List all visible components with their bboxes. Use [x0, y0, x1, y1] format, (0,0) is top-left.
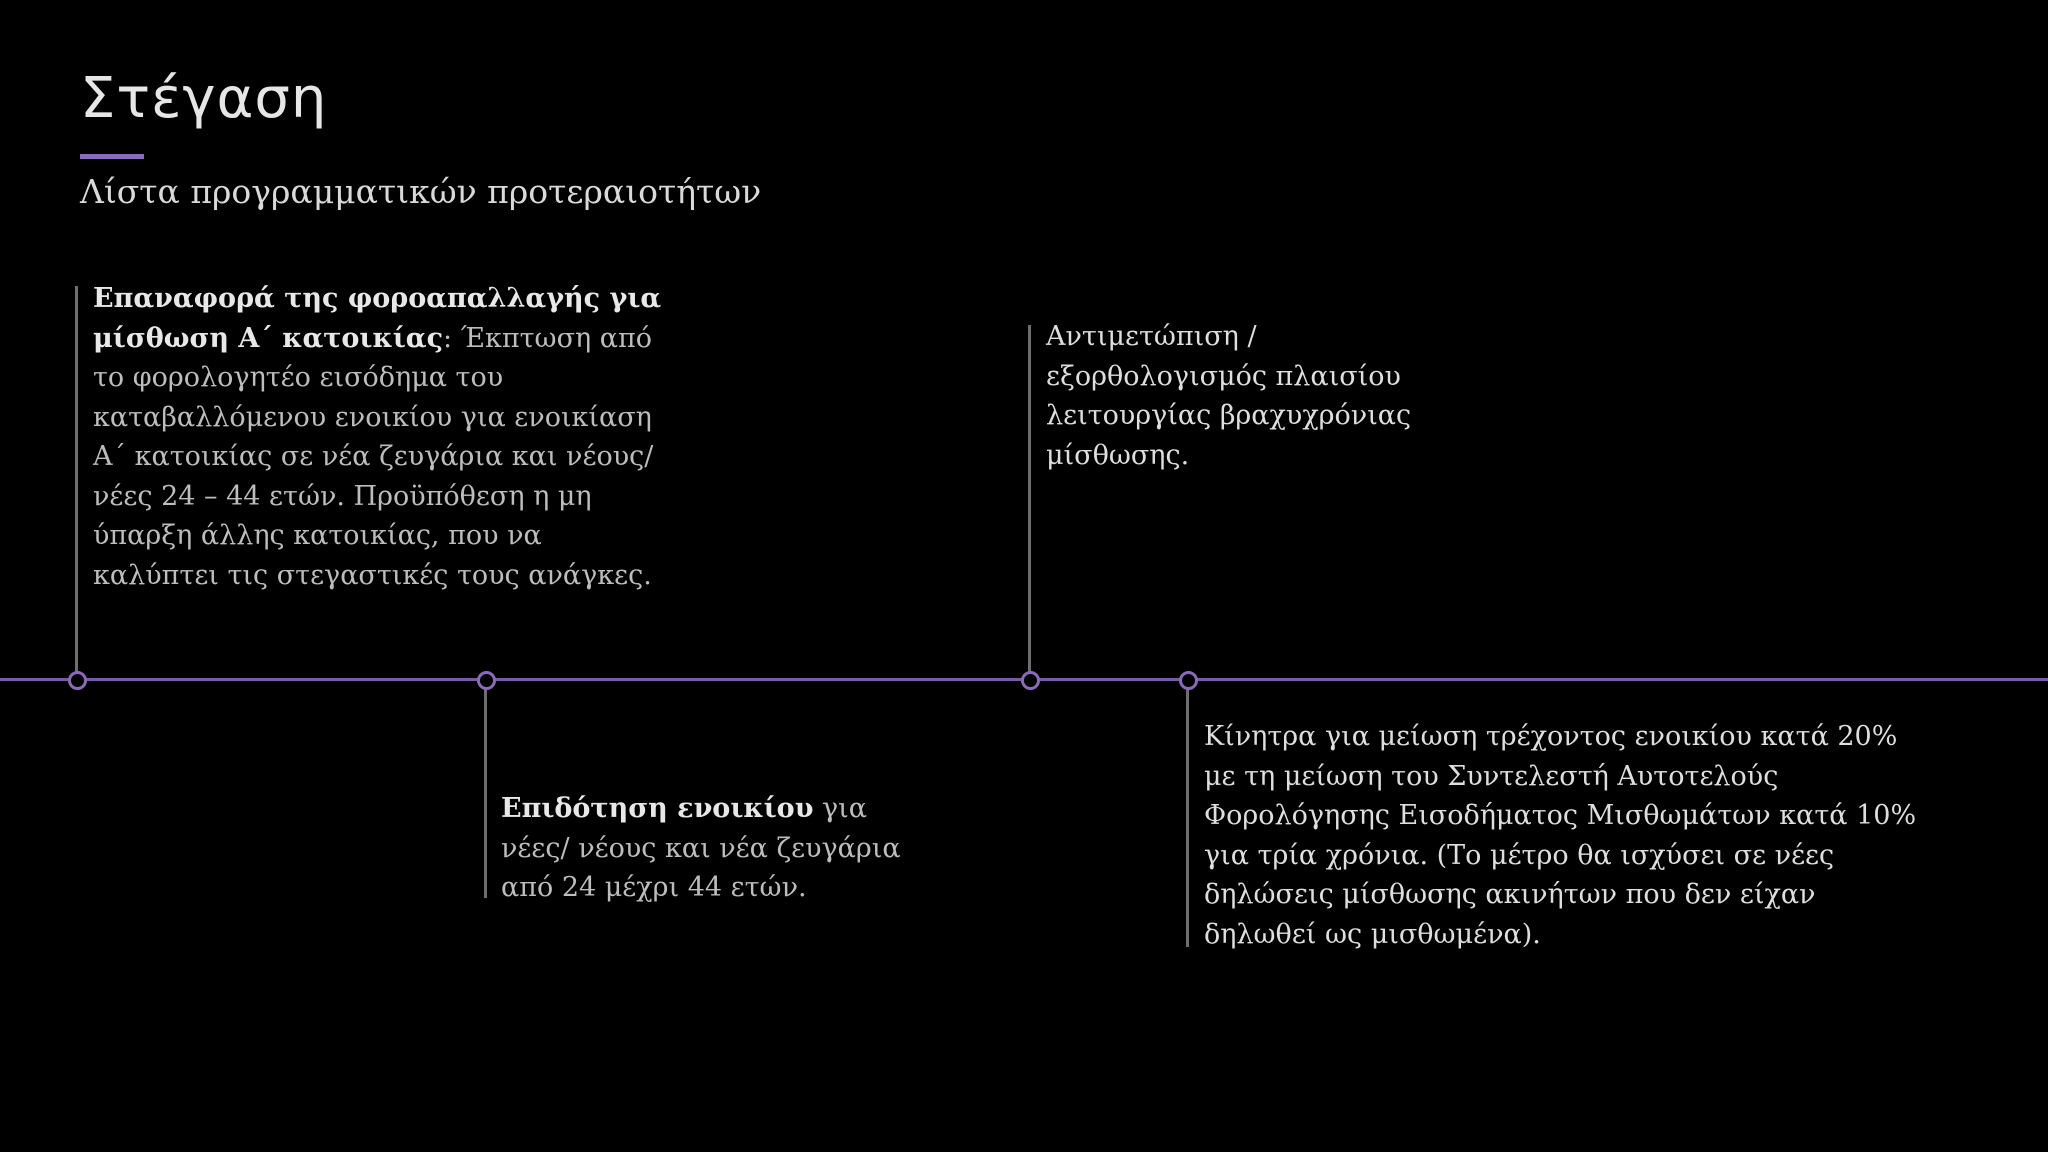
timeline-item-1-title: Επαναφορά της φοροαπαλλαγής για μίσθωση Α΄ κατοικίας — [93, 283, 662, 354]
timeline-item-3-text: Αντιμετώπιση / εξορθολογισμός πλαισίου λειτουργίας βραχυχρόνιας μίσθωσης. — [1046, 321, 1412, 471]
timeline-stem-2 — [484, 680, 487, 898]
timeline-node-2 — [477, 671, 496, 690]
timeline-item-4 — [1204, 717, 1924, 954]
title-accent-bar — [80, 154, 144, 159]
timeline-stem-3 — [1028, 325, 1031, 680]
timeline-item-2 — [501, 789, 941, 908]
timeline-item-2-text: για νέες/ νέους και νέα ζευγάρια από 24 μέχρι 44 ετών. — [501, 793, 901, 903]
timeline-item-3 — [1046, 317, 1416, 475]
timeline-item-1 — [93, 279, 673, 595]
timeline-node-1 — [68, 671, 87, 690]
timeline-node-4 — [1179, 671, 1198, 690]
page-subtitle: Λίστα προγραμματικών προτεραιοτήτων — [80, 172, 762, 211]
timeline-item-4-text: Κίνητρα για μείωση τρέχοντος ενοικίου κατά 20% με τη μείωση του Συντελεστή Αυτοτελούς Φορολόγησης Εισοδήματος Μισθωμάτων κατά 10% για τρία χρόνια. (Το μέτρο θα ισχύσει σε νέες δηλώσεις μίσθωσης ακινήτων που δεν είχαν δηλωθεί ως μισθωμένα). — [1204, 721, 1917, 950]
timeline-item-1-text: : Έκπτωση από το φορολογητέο εισόδημα του καταβαλλόμενου ενοικίου για ενοικίαση Α΄ κατοικίας σε νέα ζευγάρια και νέους/νέες 24 – 44 ετών. Προϋπόθεση η μη ύπαρξη άλλης κατοικίας, που να καλύπτει τις στεγαστικές τους ανάγκες. — [93, 322, 654, 591]
page-title: Στέγαση — [80, 66, 328, 131]
timeline-stem-4 — [1186, 680, 1189, 947]
timeline-stem-1 — [75, 286, 78, 680]
timeline-node-3 — [1021, 671, 1040, 690]
timeline-item-2-title: Επιδότηση ενοικίου — [501, 793, 814, 824]
